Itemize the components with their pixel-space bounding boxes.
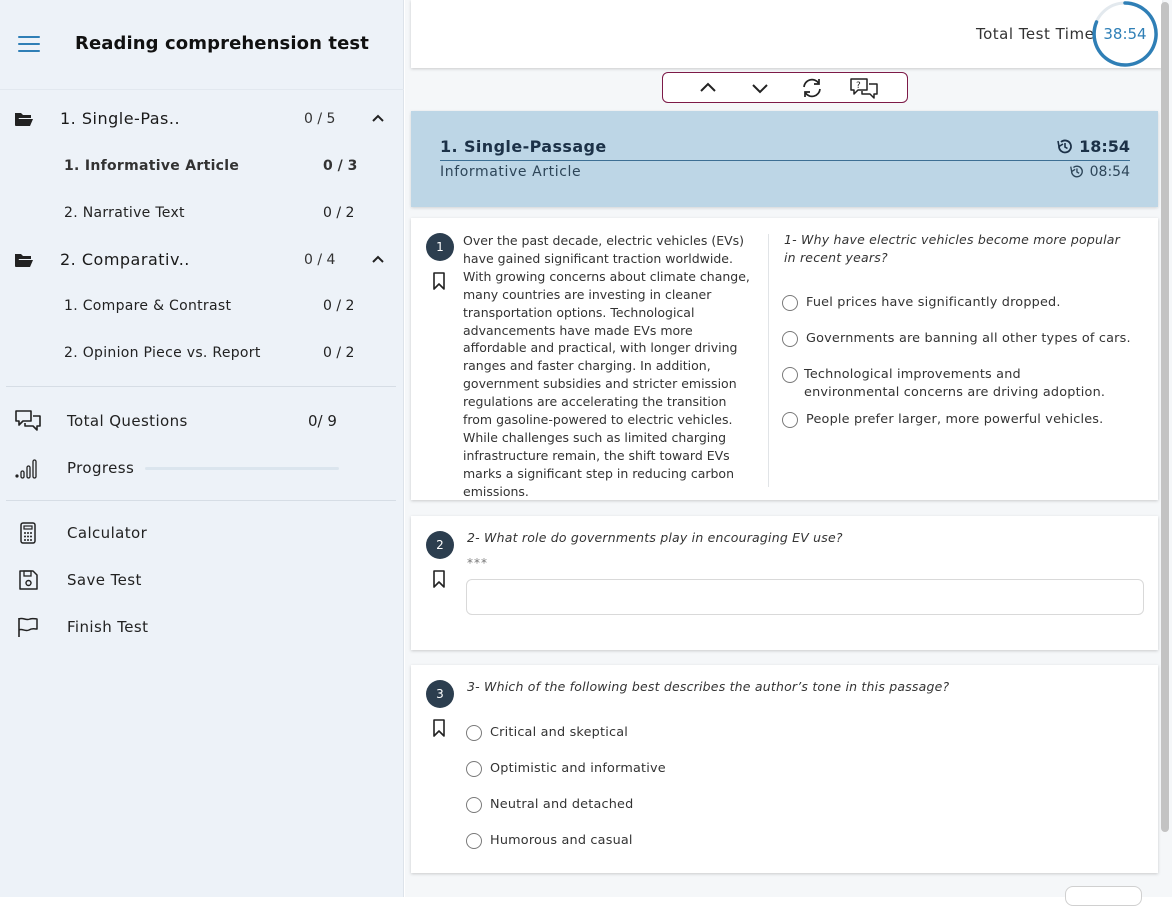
passage-text: Over the past decade, electric vehicles (EVs) have gained significant traction worldwide. With growing concerns about climate change, many countries are investing in cleaner transportation options. Technological advancements have made EVs more affordable and practical, with longer driving ranges and faster charging. In addition, government subsidies and stricter emission regulations are accelerating the transition from gasoline-powered to electric vehicles. While challenges such as limited charging infrastructure remain, the shift toward EVs marks a significant step in reducing carbon emissions. — [463, 233, 750, 499]
option-label: Fuel prices have significantly dropped. — [806, 295, 1061, 310]
signal-bars-icon — [14, 455, 42, 479]
question-number: 1 — [426, 233, 454, 261]
sidebar-item-label: 2. Narrative Text — [64, 205, 185, 221]
total-questions-row — [0, 403, 404, 437]
chevron-up-icon[interactable] — [371, 113, 385, 123]
option-label: Neutral and detached — [490, 797, 634, 812]
required-marker: *** — [467, 556, 488, 570]
question-toolbar — [662, 72, 908, 103]
menu-icon[interactable] — [18, 36, 40, 54]
radio-button[interactable] — [782, 412, 798, 428]
sidebar-item-count: 0 / 3 — [323, 158, 358, 174]
calculator-icon — [16, 522, 40, 544]
question-card-1 — [411, 218, 1158, 500]
answer-option[interactable] — [782, 330, 1132, 348]
bookmark-icon[interactable] — [432, 272, 446, 290]
question-text: 1- Why have electric vehicles become more popular in recent years? — [784, 232, 1120, 265]
calculator-label: Calculator — [67, 524, 148, 542]
sidebar-divider — [6, 386, 396, 387]
sidebar-item-label: 1. Informative Article — [64, 158, 240, 174]
sidebar-item-count: 0 / 2 — [323, 205, 355, 221]
question-number: 3 — [426, 680, 454, 708]
folder-open-icon — [14, 111, 34, 127]
sidebar — [0, 0, 404, 897]
question-text: 2- What role do governments play in encouraging EV use? — [467, 530, 843, 545]
sidebar-item-count: 0 / 2 — [323, 298, 355, 314]
question-card-3 — [411, 665, 1158, 873]
finish-test-button[interactable] — [0, 610, 404, 644]
calculator-button[interactable] — [0, 516, 404, 550]
progress-row — [0, 450, 404, 484]
save-test-label: Save Test — [67, 571, 142, 589]
app-title: Reading comprehension test — [75, 33, 369, 54]
section-banner — [411, 111, 1158, 207]
question-card-2 — [411, 516, 1158, 650]
sidebar-item-label: 1. Compare & Contrast — [64, 298, 232, 314]
radio-button[interactable] — [466, 761, 482, 777]
radio-button[interactable] — [782, 331, 798, 347]
sidebar-item-informative-article[interactable] — [0, 152, 404, 182]
banner-subtitle: Informative Article — [440, 164, 582, 180]
option-label: Critical and skeptical — [490, 725, 628, 740]
section-count: 0 / 4 — [304, 252, 336, 268]
banner-title: 1. Single-Passage — [440, 137, 607, 156]
bookmark-icon[interactable] — [432, 719, 446, 737]
radio-button[interactable] — [782, 295, 798, 311]
option-label: Governments are banning all other types of cars. — [806, 331, 1131, 346]
option-label: People prefer larger, more powerful vehicles. — [806, 412, 1104, 427]
radio-button[interactable] — [466, 833, 482, 849]
answer-input[interactable] — [466, 579, 1144, 615]
chat-bubbles-icon — [14, 408, 42, 432]
section-label: 1. Single-Pas.. — [60, 109, 181, 128]
radio-button[interactable] — [782, 367, 798, 383]
save-test-button[interactable] — [0, 563, 404, 597]
chevron-down-icon[interactable] — [747, 77, 773, 99]
folder-open-icon — [14, 252, 34, 268]
passage-divider — [768, 234, 769, 487]
section-time — [1056, 137, 1130, 156]
sidebar-section-single-passage[interactable] — [0, 101, 404, 137]
answer-option[interactable] — [782, 411, 1132, 429]
progress-bar — [145, 467, 339, 470]
bookmark-icon[interactable] — [432, 570, 446, 588]
chevron-up-icon[interactable] — [695, 77, 721, 99]
answer-option[interactable] — [466, 796, 866, 814]
banner-divider — [440, 160, 1130, 161]
total-time-value: 38:54 — [1103, 25, 1147, 43]
option-label: Technological improvements and environmental concerns are driving adoption. — [804, 367, 1106, 400]
question-number: 2 — [426, 531, 454, 559]
sidebar-item-compare-contrast[interactable] — [0, 292, 404, 322]
total-questions-value: 0/ 9 — [308, 412, 337, 430]
sidebar-section-comparative[interactable] — [0, 242, 404, 278]
sidebar-divider — [6, 500, 396, 501]
section-time-value: 18:54 — [1079, 137, 1130, 156]
radio-button[interactable] — [466, 725, 482, 741]
sidebar-item-opinion-vs-report[interactable] — [0, 339, 404, 369]
sidebar-header — [0, 0, 404, 90]
progress-label: Progress — [67, 459, 135, 477]
answer-option[interactable] — [782, 366, 1112, 401]
question-text: 3- Which of the following best describes the author’s tone in this passage? — [467, 679, 950, 694]
floppy-disk-icon — [16, 569, 40, 591]
part-time-value: 08:54 — [1089, 164, 1130, 180]
finish-test-label: Finish Test — [67, 618, 149, 636]
history-icon — [1069, 164, 1084, 179]
chevron-up-icon[interactable] — [371, 254, 385, 264]
flag-icon — [16, 616, 40, 638]
answer-option[interactable] — [782, 294, 1132, 312]
section-label: 2. Comparativ.. — [60, 250, 190, 269]
bottom-button[interactable] — [1065, 886, 1142, 906]
svg-text:?: ? — [856, 81, 861, 91]
scrollbar[interactable] — [1161, 2, 1169, 832]
section-count: 0 / 5 — [304, 111, 336, 127]
total-time-label: Total Test Time — [976, 25, 1095, 43]
answer-option[interactable] — [466, 832, 866, 850]
history-icon — [1056, 138, 1073, 155]
total-questions-label: Total Questions — [67, 412, 188, 430]
refresh-icon[interactable] — [799, 77, 825, 99]
sidebar-item-label: 2. Opinion Piece vs. Report — [64, 345, 261, 361]
sidebar-item-narrative-text[interactable] — [0, 199, 404, 229]
main-content — [405, 0, 1172, 897]
sidebar-item-count: 0 / 2 — [323, 345, 355, 361]
part-time — [1069, 164, 1130, 180]
answer-option[interactable] — [466, 724, 866, 742]
option-label: Optimistic and informative — [490, 761, 666, 776]
help-chat-icon[interactable] — [849, 77, 879, 99]
top-bar — [411, 0, 1162, 68]
radio-button[interactable] — [466, 797, 482, 813]
option-label: Humorous and casual — [490, 833, 633, 848]
answer-option[interactable] — [466, 760, 866, 778]
